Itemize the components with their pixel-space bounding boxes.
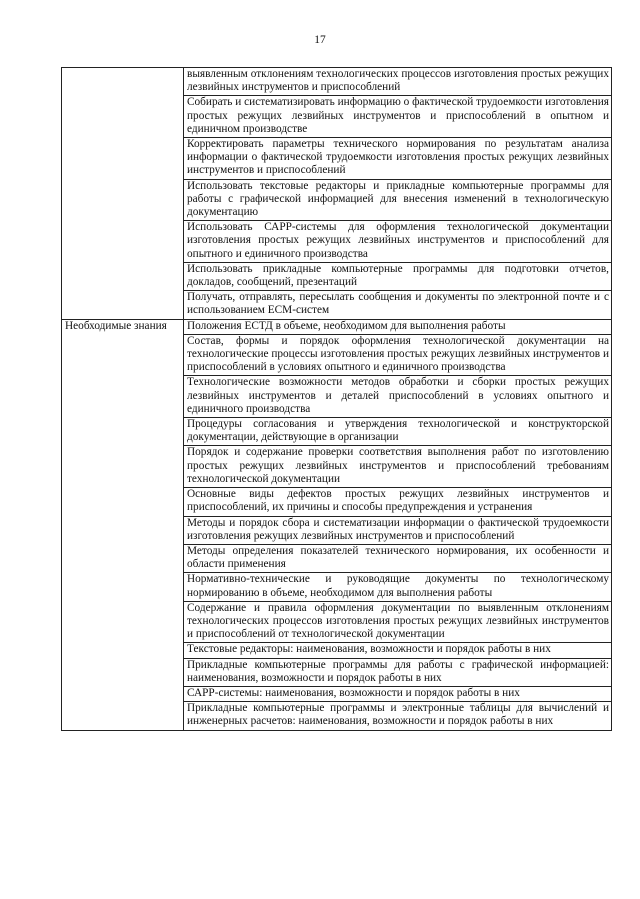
knowledge-item: Методы и порядок сбора и систематизации информации о фактической трудоемкости изготовления режущих лезвийных инструментов и приспособлений: [184, 516, 612, 544]
knowledge-item: Основные виды дефектов простых режущих лезвийных инструментов и приспособлений, их причины и способы предупреждения и устранения: [184, 488, 612, 516]
knowledge-item: Нормативно-технические и руководящие документы по технологическому нормированию в объеме, необходимом для выполнения работы: [184, 573, 612, 601]
knowledge-item: САРР-системы: наименования, возможности и порядок работы в них: [184, 686, 612, 701]
knowledge-item: Прикладные компьютерные программы и электронные таблицы для вычислений и инженерных расчетов: наименования, возможности и порядок работы в них: [184, 702, 612, 730]
skills-label-cell: [62, 68, 184, 320]
skill-item: Использовать САРР-системы для оформления технологической документации изготовления простых режущих лезвийных инструментов и приспособлений для опытного и единичного производства: [184, 221, 612, 263]
skill-item: Использовать прикладные компьютерные программы для подготовки отчетов, докладов, сообщений, презентаций: [184, 262, 612, 290]
knowledge-item: Технологические возможности методов обработки и сборки простых режущих лезвийных инструментов и деталей приспособлений в условиях опытного и единичного производства: [184, 376, 612, 418]
skill-item: Собирать и систематизировать информацию о фактической трудоемкости изготовления простых режущих лезвийных инструментов и приспособлений в опытном и единичном производстве: [184, 96, 612, 138]
skill-item: Получать, отправлять, пересылать сообщения и документы по электронной почте и с использованием ECM-систем: [184, 291, 612, 319]
knowledge-item: Состав, формы и порядок оформления технологической документации на технологические процессы изготовления простых режущих лезвийных инструментов и приспособлений в условиях опытного и единичного производства: [184, 334, 612, 376]
knowledge-item: Порядок и содержание проверки соответствия выполнения работ по изготовлению простых режущих лезвийных инструментов и приспособлений требованиям технологической документации: [184, 446, 612, 488]
skill-item: Использовать текстовые редакторы и прикладные компьютерные программы для работы с графической информацией для внесения изменений в технологическую документацию: [184, 179, 612, 221]
knowledge-item: Текстовые редакторы: наименования, возможности и порядок работы в них: [184, 643, 612, 658]
knowledge-item: Методы определения показателей технического нормирования, их особенности и области применения: [184, 544, 612, 572]
knowledge-item: Процедуры согласования и утверждения технологической и конструкторской документации, действующие в организации: [184, 418, 612, 446]
knowledge-item: Прикладные компьютерные программы для работы с графической информацией: наименования, возможности и порядок работы в них: [184, 658, 612, 686]
skill-item: Корректировать параметры технического нормирования по результатам анализа информации о фактической трудоемкости изготовления простых режущих лезвийных инструментов и приспособлений: [184, 138, 612, 180]
knowledge-label: Необходимые знания: [62, 319, 184, 730]
knowledge-item: Содержание и правила оформления документации по выявленным отклонениям технологических процессов изготовления простых режущих лезвийных инструментов и приспособлений от технологической документации: [184, 601, 612, 643]
requirements-table: [61, 67, 612, 731]
page-number: 17: [314, 34, 326, 46]
skill-item: выявленным отклонениям технологических процессов изготовления простых режущих лезвийных инструментов и приспособлений: [184, 68, 612, 96]
table-row: [62, 68, 612, 96]
knowledge-item: Положения ЕСТД в объеме, необходимом для выполнения работы: [184, 319, 612, 334]
table-row: [62, 319, 612, 334]
